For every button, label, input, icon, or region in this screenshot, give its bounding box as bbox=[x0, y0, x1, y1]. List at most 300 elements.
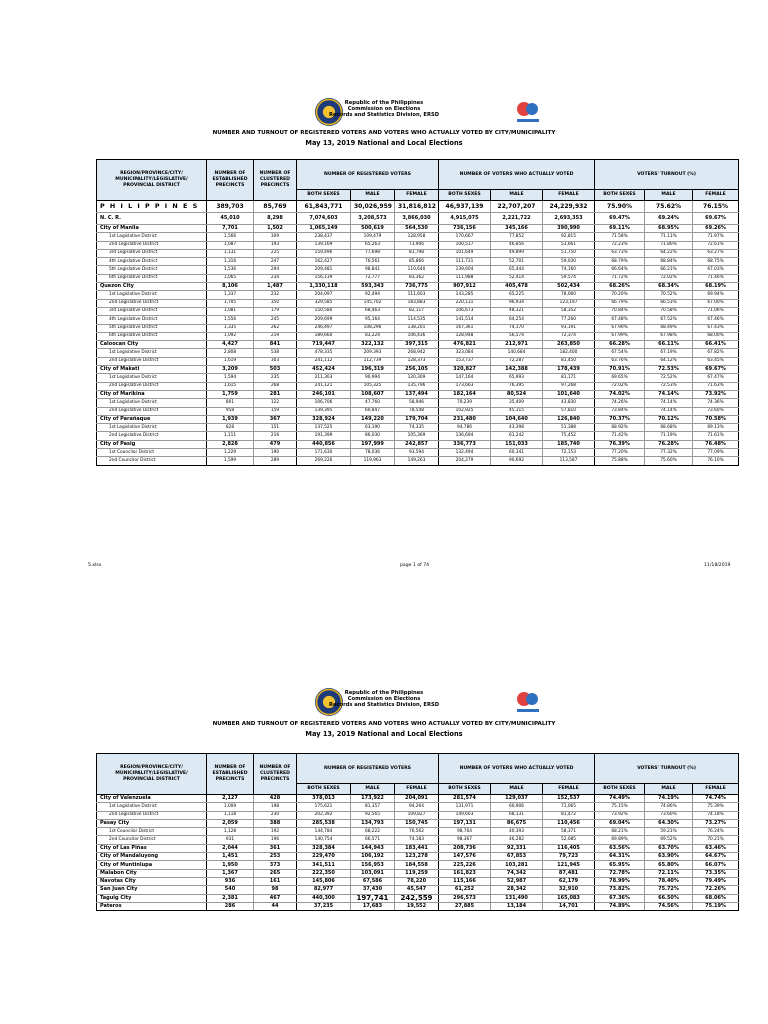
cell-value: 66.11% bbox=[645, 341, 693, 349]
cell-value: 70.84% bbox=[595, 307, 645, 315]
report-subtitle: May 13, 2019 National and Local Elections bbox=[305, 139, 463, 147]
row-label: N. C. R. bbox=[97, 213, 207, 225]
col-both: BOTH SEXES bbox=[439, 784, 491, 795]
cell-value: 241,112 bbox=[297, 357, 351, 365]
cell-value: 1,950 bbox=[207, 861, 254, 869]
cell-value: 149,263 bbox=[395, 457, 439, 465]
cell-value: 67.47% bbox=[693, 374, 739, 382]
row-label: Navotas City bbox=[97, 877, 207, 885]
cell-value: 132,494 bbox=[439, 449, 491, 457]
cell-value: 112,739 bbox=[351, 357, 395, 365]
cell-value: 70.58% bbox=[693, 415, 739, 423]
cell-value: 68.79% bbox=[595, 258, 645, 266]
cell-value: 246,497 bbox=[297, 324, 351, 332]
district-row bbox=[97, 803, 739, 811]
cell-value: 230 bbox=[254, 811, 297, 819]
cell-value: 1,615 bbox=[207, 382, 254, 390]
cell-value: 74.19% bbox=[645, 795, 693, 803]
cell-value: 265 bbox=[254, 869, 297, 877]
cell-value: 564,530 bbox=[395, 225, 439, 233]
cell-value: 78.40% bbox=[645, 877, 693, 885]
page1-header bbox=[0, 97, 768, 157]
cell-value: 116,405 bbox=[543, 844, 595, 852]
cell-value: 110,640 bbox=[395, 266, 439, 274]
row-label: 2nd Legislative District bbox=[97, 407, 207, 415]
cell-value: 350 bbox=[254, 299, 297, 307]
cell-value: 197,741 bbox=[351, 894, 395, 902]
district-row bbox=[97, 249, 739, 257]
cell-value: 7,074,603 bbox=[297, 213, 351, 225]
cell-value: 68.06% bbox=[693, 894, 739, 902]
cell-value: 74.36% bbox=[693, 399, 739, 407]
header-division: Records and Statistics Division, ERSD bbox=[328, 112, 440, 118]
cell-value: 309 bbox=[254, 233, 297, 241]
cell-value: 77.09% bbox=[693, 449, 739, 457]
cell-value: 78,060 bbox=[543, 291, 595, 299]
cell-value: 153,737 bbox=[439, 357, 491, 365]
col-male: MALE bbox=[491, 190, 543, 201]
cell-value: 64.31% bbox=[595, 853, 645, 861]
col-female: FEMALE bbox=[693, 784, 739, 795]
cell-value: 238,437 bbox=[297, 233, 351, 241]
district-row bbox=[97, 399, 739, 407]
cell-value: 75.72% bbox=[645, 886, 693, 894]
cell-value: 328,924 bbox=[297, 415, 351, 423]
cell-value: 48,321 bbox=[491, 307, 543, 315]
col-turnout: VOTERS' TURNOUT (%) bbox=[595, 754, 739, 784]
row-label: 1st Legislative District bbox=[97, 424, 207, 432]
cell-value: 92,815 bbox=[543, 233, 595, 241]
cell-value: 101,640 bbox=[543, 390, 595, 398]
city-row bbox=[97, 886, 739, 894]
cell-value: 76,561 bbox=[351, 258, 395, 266]
row-label: City of Las Piñas bbox=[97, 844, 207, 852]
header-republic: Republic of the Philippines bbox=[344, 100, 424, 106]
cell-value: 73.35% bbox=[693, 869, 739, 877]
cell-value: 182,400 bbox=[543, 349, 595, 357]
cell-value: 73.92% bbox=[693, 390, 739, 398]
cell-value: 68.92% bbox=[595, 424, 645, 432]
cell-value: 167,361 bbox=[439, 324, 491, 332]
cell-value: 28,342 bbox=[491, 886, 543, 894]
cell-value: 69.89% bbox=[595, 836, 645, 844]
cell-value: 69.67% bbox=[693, 366, 739, 374]
cell-value: 31,816,812 bbox=[395, 201, 439, 213]
city-row bbox=[97, 795, 739, 803]
cell-value: 152,537 bbox=[543, 795, 595, 803]
row-label: P H I L I P P I N E S bbox=[97, 201, 207, 213]
cell-value: 70.21% bbox=[693, 836, 739, 844]
cell-value: 7,701 bbox=[207, 225, 254, 233]
cell-value: 367 bbox=[254, 415, 297, 423]
cell-value: 68.19% bbox=[693, 283, 739, 291]
cell-value: 140,754 bbox=[297, 836, 351, 844]
cell-value: 232 bbox=[254, 291, 297, 299]
cell-value: 81,450 bbox=[543, 357, 595, 365]
row-label: Malabon City bbox=[97, 869, 207, 877]
cell-value: 63.73% bbox=[595, 249, 645, 257]
cell-value: 67.90% bbox=[595, 324, 645, 332]
city-row bbox=[97, 894, 739, 902]
cell-value: 1,229 bbox=[207, 449, 254, 457]
cell-value: 135,796 bbox=[395, 382, 439, 390]
cell-value: 74.14% bbox=[645, 399, 693, 407]
cell-value: 204,279 bbox=[439, 457, 491, 465]
cell-value: 69.67% bbox=[693, 213, 739, 225]
cell-value: 51,750 bbox=[543, 249, 595, 257]
cell-value: 65.95% bbox=[595, 861, 645, 869]
cell-value: 220,131 bbox=[439, 299, 491, 307]
cell-value: 74.26% bbox=[595, 399, 645, 407]
row-label: Pateros bbox=[97, 902, 207, 910]
cell-value: 296,573 bbox=[439, 894, 491, 902]
cell-value: 828 bbox=[207, 424, 254, 432]
cell-value: 56,574 bbox=[491, 332, 543, 340]
cell-value: 71.72% bbox=[595, 274, 645, 282]
cell-value: 156,139 bbox=[297, 274, 351, 282]
cell-value: 76.10% bbox=[693, 457, 739, 465]
cell-value: 77,698 bbox=[351, 249, 395, 257]
cell-value: 72,374 bbox=[543, 332, 595, 340]
cell-value: 123,278 bbox=[395, 853, 439, 861]
voters-table-page1 bbox=[96, 159, 739, 466]
cell-value: 68,222 bbox=[351, 828, 395, 836]
cell-value: 841 bbox=[254, 341, 297, 349]
cell-value: 268,942 bbox=[395, 349, 439, 357]
cell-value: 74.14% bbox=[645, 390, 693, 398]
cell-value: 92,565 bbox=[351, 811, 395, 819]
cell-value: 60,847 bbox=[351, 407, 395, 415]
cell-value: 75.88% bbox=[595, 457, 645, 465]
cell-value: 156,953 bbox=[351, 861, 395, 869]
row-label: 2nd Councilor District bbox=[97, 836, 207, 844]
city-row bbox=[97, 283, 739, 291]
cell-value: 63.70% bbox=[645, 844, 693, 852]
col-region: REGION/PROVINCE/CITY/ MUNICIPALITY/LEGISLATIVE/ PROVINCIAL DISTRICT bbox=[97, 754, 207, 795]
district-row bbox=[97, 324, 739, 332]
col-female: FEMALE bbox=[543, 784, 595, 795]
cell-value: 139,395 bbox=[297, 407, 351, 415]
row-label: City of Parañaque bbox=[97, 415, 207, 423]
row-label: Pasay City bbox=[97, 819, 207, 827]
cell-value: 72.02% bbox=[645, 274, 693, 282]
cell-value: 4,427 bbox=[207, 341, 254, 349]
row-label: City of Makati bbox=[97, 366, 207, 374]
cell-value: 225 bbox=[254, 249, 297, 257]
col-both: BOTH SEXES bbox=[595, 784, 645, 795]
cell-value: 100,517 bbox=[439, 241, 491, 249]
cell-value: 1,081 bbox=[207, 307, 254, 315]
cell-value: 66.21% bbox=[645, 266, 693, 274]
cell-value: 320,827 bbox=[439, 366, 491, 374]
cell-value: 70.12% bbox=[645, 415, 693, 423]
cell-value: 137,525 bbox=[297, 424, 351, 432]
district-row bbox=[97, 424, 739, 432]
cell-value: 68.95% bbox=[645, 225, 693, 233]
cell-value: 1,316 bbox=[207, 258, 254, 266]
cell-value: 58,352 bbox=[543, 307, 595, 315]
col-region: REGION/PROVINCE/CITY/ MUNICIPALITY/LEGISLATIVE/ PROVINCIAL DISTRICT bbox=[97, 160, 207, 201]
cell-value: 108,296 bbox=[351, 324, 395, 332]
cell-value: 72.78% bbox=[595, 869, 645, 877]
cell-value: 128,373 bbox=[395, 357, 439, 365]
cell-value: 2,808 bbox=[207, 349, 254, 357]
cell-value: 49,899 bbox=[491, 249, 543, 257]
cell-value: 211,303 bbox=[297, 374, 351, 382]
col-male: MALE bbox=[645, 784, 693, 795]
cell-value: 106,192 bbox=[351, 853, 395, 861]
cell-value: 111,731 bbox=[439, 258, 491, 266]
cell-value: 500,619 bbox=[351, 225, 395, 233]
cell-value: 103,091 bbox=[351, 869, 395, 877]
cell-value: 75.60% bbox=[645, 457, 693, 465]
cell-value: 71.63% bbox=[693, 382, 739, 390]
cell-value: 71.61% bbox=[693, 432, 739, 440]
cell-value: 1,619 bbox=[207, 357, 254, 365]
cell-value: 197,999 bbox=[351, 440, 395, 448]
cell-value: 74.74% bbox=[693, 795, 739, 803]
cell-value: 173,922 bbox=[351, 795, 395, 803]
cell-value: 67.54% bbox=[595, 349, 645, 357]
cell-value: 52,701 bbox=[491, 258, 543, 266]
cell-value: 69.47% bbox=[595, 213, 645, 225]
cell-value: 72.02% bbox=[595, 382, 645, 390]
cell-value: 70.52% bbox=[645, 291, 693, 299]
cell-value: 90,994 bbox=[351, 374, 395, 382]
cell-value: 76.48% bbox=[693, 440, 739, 448]
cell-value: 24,229,932 bbox=[543, 201, 595, 213]
cell-value: 128,948 bbox=[439, 332, 491, 340]
cell-value: 58,371 bbox=[543, 828, 595, 836]
district-row bbox=[97, 449, 739, 457]
cell-value: 2,693,353 bbox=[543, 213, 595, 225]
cell-value: 72,153 bbox=[543, 449, 595, 457]
cell-value: 93,594 bbox=[395, 449, 439, 457]
col-both: BOTH SEXES bbox=[439, 190, 491, 201]
cell-value: 196,319 bbox=[351, 366, 395, 374]
cell-value: 75.15% bbox=[595, 803, 645, 811]
cell-value: 111,988 bbox=[439, 274, 491, 282]
report-title: NUMBER AND TURNOUT OF REGISTERED VOTERS AND VOTERS WHO ACTUALLY VOTED BY CITY/MUNICIPALITY bbox=[212, 130, 556, 136]
cell-value: 1,939 bbox=[207, 415, 254, 423]
cell-value: 149,603 bbox=[439, 811, 491, 819]
district-row bbox=[97, 811, 739, 819]
col-male: MALE bbox=[351, 784, 395, 795]
cell-value: 182,164 bbox=[439, 390, 491, 398]
row-label: 3rd Legislative District bbox=[97, 249, 207, 257]
cell-value: 66.53% bbox=[645, 299, 693, 307]
cell-value: 2,221,722 bbox=[491, 213, 543, 225]
district-row bbox=[97, 836, 739, 844]
cell-value: 76,562 bbox=[395, 828, 439, 836]
cell-value: 78,036 bbox=[351, 449, 395, 457]
cell-value: 246,101 bbox=[297, 390, 351, 398]
cell-value: 129,037 bbox=[491, 795, 543, 803]
cell-value: 147,576 bbox=[439, 853, 491, 861]
cell-value: 67.46% bbox=[693, 316, 739, 324]
cell-value: 247 bbox=[254, 258, 297, 266]
cell-value: 63.27% bbox=[693, 249, 739, 257]
header-division: Records and Statistics Division, ERSD bbox=[328, 702, 440, 708]
cell-value: 74.14% bbox=[645, 407, 693, 415]
cell-value: 77.32% bbox=[645, 449, 693, 457]
cell-value: 204,097 bbox=[297, 291, 351, 299]
cell-value: 63.45% bbox=[693, 357, 739, 365]
cell-value: 74.89% bbox=[595, 902, 645, 910]
city-row bbox=[97, 877, 739, 885]
cell-value: 593,343 bbox=[351, 283, 395, 291]
cell-value: 87,481 bbox=[543, 869, 595, 877]
cell-value: 93,191 bbox=[543, 324, 595, 332]
cell-value: 73.82% bbox=[595, 886, 645, 894]
cell-value: 209,393 bbox=[351, 349, 395, 357]
cell-value: 202,392 bbox=[297, 811, 351, 819]
row-label: 2nd Legislative District bbox=[97, 241, 207, 249]
cell-value: 173,663 bbox=[439, 382, 491, 390]
cell-value: 185,740 bbox=[543, 440, 595, 448]
row-label: 2nd Legislative District bbox=[97, 811, 207, 819]
cell-value: 134,793 bbox=[351, 819, 395, 827]
cell-value: 73,906 bbox=[395, 241, 439, 249]
summary-row bbox=[97, 213, 739, 225]
cell-value: 209,699 bbox=[297, 316, 351, 324]
cell-value: 17,683 bbox=[351, 902, 395, 910]
cell-value: 69.52% bbox=[645, 836, 693, 844]
cell-value: 183,883 bbox=[395, 299, 439, 307]
cell-value: 85,769 bbox=[254, 201, 297, 213]
cell-value: 64.22% bbox=[645, 249, 693, 257]
cell-value: 67,586 bbox=[351, 877, 395, 885]
cell-value: 61,242 bbox=[491, 432, 543, 440]
cell-value: 70.58% bbox=[645, 307, 693, 315]
cell-value: 1,337 bbox=[207, 291, 254, 299]
cell-value: 323,084 bbox=[439, 349, 491, 357]
cell-value: 256,105 bbox=[395, 366, 439, 374]
col-established: NUMBER OF ESTABLISHED PRECINCTS bbox=[207, 754, 254, 795]
cell-value: 67.52% bbox=[645, 316, 693, 324]
col-registered: NUMBER OF REGISTERED VOTERS bbox=[297, 160, 439, 190]
cell-value: 341,511 bbox=[297, 861, 351, 869]
cell-value: 120,309 bbox=[395, 374, 439, 382]
cell-value: 59,030 bbox=[543, 258, 595, 266]
cell-value: 222,350 bbox=[297, 869, 351, 877]
cell-value: 65,263 bbox=[351, 241, 395, 249]
district-row bbox=[97, 457, 739, 465]
cell-value: 68,131 bbox=[491, 811, 543, 819]
cell-value: 216 bbox=[254, 432, 297, 440]
cell-value: 76.39% bbox=[595, 440, 645, 448]
cell-value: 67.48% bbox=[595, 316, 645, 324]
cell-value: 285,538 bbox=[297, 819, 351, 827]
cell-value: 151,033 bbox=[491, 440, 543, 448]
col-female: FEMALE bbox=[395, 190, 439, 201]
cell-value: 390,990 bbox=[543, 225, 595, 233]
cell-value: 229,470 bbox=[297, 853, 351, 861]
row-label: 1st Legislative District bbox=[97, 233, 207, 241]
cell-value: 1,128 bbox=[207, 828, 254, 836]
cell-value: 1,367 bbox=[207, 869, 254, 877]
cell-value: 179 bbox=[254, 307, 297, 315]
cell-value: 719,447 bbox=[297, 341, 351, 349]
cell-value: 736,775 bbox=[395, 283, 439, 291]
cell-value: 83,362 bbox=[395, 274, 439, 282]
cell-value: 467 bbox=[254, 894, 297, 902]
cell-value: 81,171 bbox=[543, 374, 595, 382]
cell-value: 83,224 bbox=[351, 332, 395, 340]
cell-value: 171,630 bbox=[297, 449, 351, 457]
cell-value: 106,436 bbox=[395, 332, 439, 340]
cell-value: 1,759 bbox=[207, 390, 254, 398]
cell-value: 110,456 bbox=[543, 819, 595, 827]
col-clustered: NUMBER OF CLUSTERED PRECINCTS bbox=[254, 160, 297, 201]
row-label: 2nd Legislative District bbox=[97, 357, 207, 365]
cell-value: 4,915,075 bbox=[439, 213, 491, 225]
cell-value: 139,604 bbox=[439, 266, 491, 274]
cell-value: 68.00% bbox=[693, 332, 739, 340]
city-row bbox=[97, 390, 739, 398]
cell-value: 74.02% bbox=[595, 390, 645, 398]
district-row bbox=[97, 332, 739, 340]
city-row bbox=[97, 902, 739, 910]
cell-value: 98 bbox=[254, 886, 297, 894]
cell-value: 32,910 bbox=[543, 886, 595, 894]
cell-value: 60,906 bbox=[491, 803, 543, 811]
cell-value: 59.21% bbox=[645, 828, 693, 836]
cell-value: 63.46% bbox=[693, 844, 739, 852]
cell-value: 183,441 bbox=[395, 844, 439, 852]
cell-value: 76,395 bbox=[491, 382, 543, 390]
cell-value: 121,945 bbox=[543, 861, 595, 869]
row-label: 2nd Councilor District bbox=[97, 457, 207, 465]
cell-value: 45,547 bbox=[395, 886, 439, 894]
cell-value: 212,971 bbox=[491, 341, 543, 349]
row-label: City of Mandaluyong bbox=[97, 853, 207, 861]
cell-value: 69.94% bbox=[693, 291, 739, 299]
cell-value: 74,170 bbox=[491, 324, 543, 332]
cell-value: 328,384 bbox=[297, 844, 351, 852]
cell-value: 69.04% bbox=[595, 819, 645, 827]
cell-value: 74.56% bbox=[645, 902, 693, 910]
cell-value: 62,179 bbox=[543, 877, 595, 885]
cell-value: 45,115 bbox=[491, 407, 543, 415]
cell-value: 73.84% bbox=[595, 407, 645, 415]
cell-value: 1,087 bbox=[207, 241, 254, 249]
city-row bbox=[97, 440, 739, 448]
cell-value: 76.24% bbox=[693, 828, 739, 836]
cell-value: 149,220 bbox=[351, 415, 395, 423]
cell-value: 179,704 bbox=[395, 415, 439, 423]
cell-value: 119,259 bbox=[395, 869, 439, 877]
cell-value: 66.50% bbox=[645, 894, 693, 902]
cell-value: 52,414 bbox=[491, 274, 543, 282]
district-row bbox=[97, 299, 739, 307]
cell-value: 1,556 bbox=[207, 316, 254, 324]
cell-value: 193 bbox=[254, 241, 297, 249]
cell-value: 70.91% bbox=[595, 366, 645, 374]
row-label: 1st Legislative District bbox=[97, 803, 207, 811]
cell-value: 72,287 bbox=[491, 357, 543, 365]
cell-value: 115,166 bbox=[439, 877, 491, 885]
cell-value: 45,010 bbox=[207, 213, 254, 225]
cell-value: 428 bbox=[254, 795, 297, 803]
cell-value: 197,131 bbox=[439, 819, 491, 827]
cell-value: 2,828 bbox=[207, 440, 254, 448]
cell-value: 131,971 bbox=[439, 803, 491, 811]
cell-value: 75.19% bbox=[693, 902, 739, 910]
cell-value: 269,226 bbox=[297, 457, 351, 465]
cell-value: 72.23% bbox=[595, 241, 645, 249]
row-label: Caloocan City bbox=[97, 341, 207, 349]
